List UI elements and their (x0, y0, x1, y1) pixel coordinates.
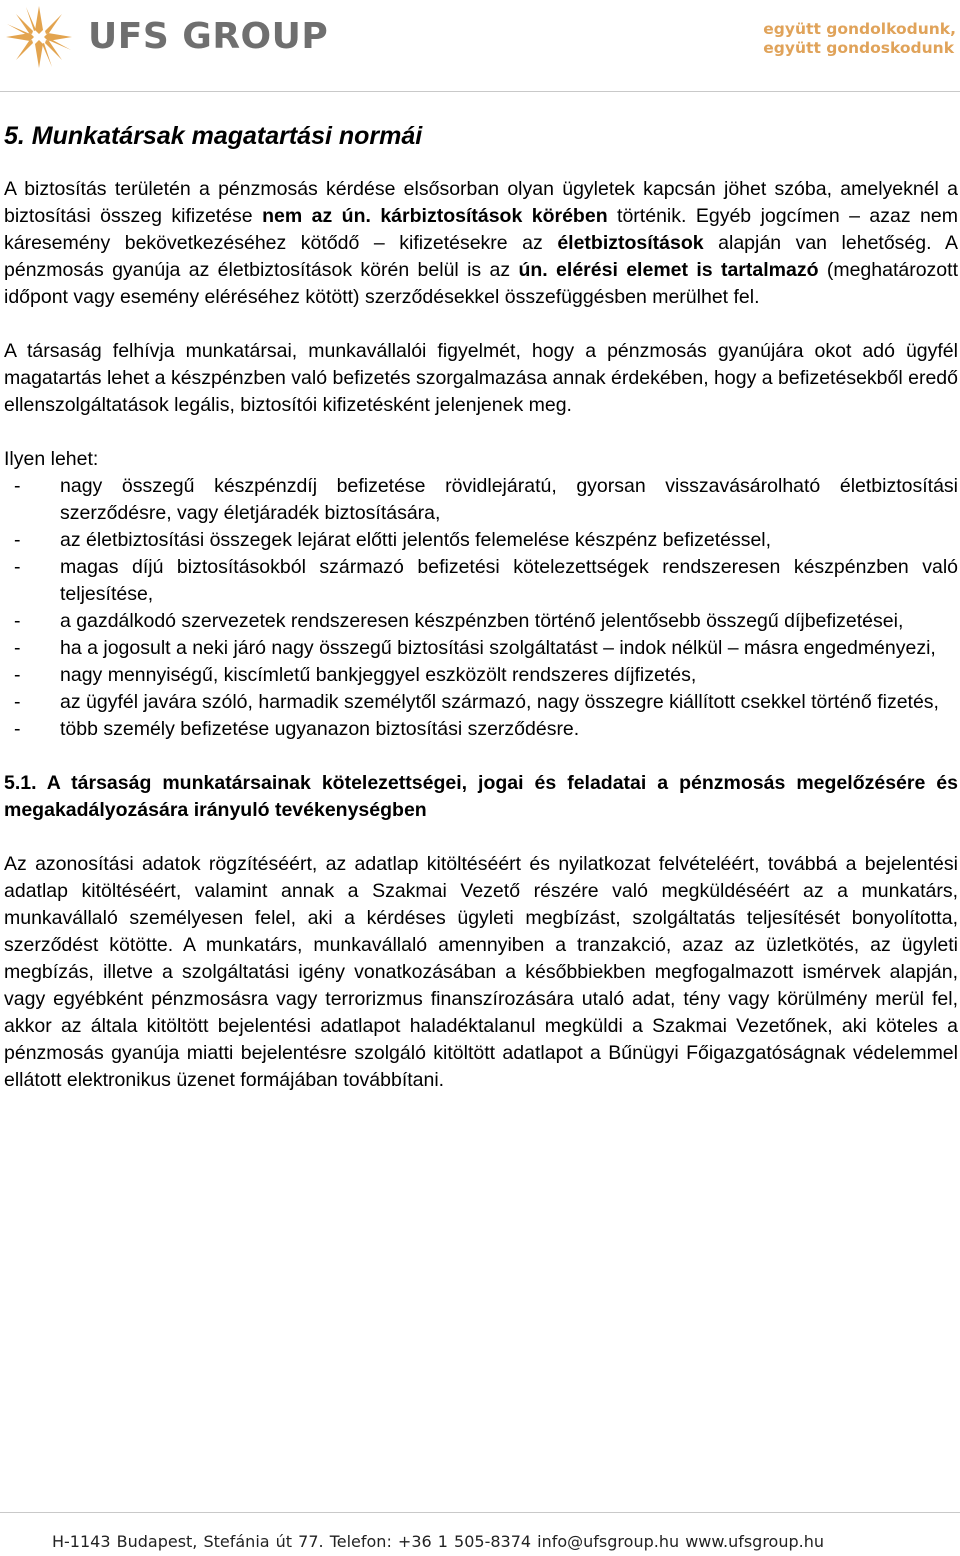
logo-text: UFS GROUP (88, 16, 329, 57)
list-intro: Ilyen lehet: (4, 448, 99, 470)
para1-text-3: alapján van lehetőség. A pénzmosás gyanúja az életbiztosítások körén belül is az (4, 232, 958, 281)
footer-divider (0, 1512, 960, 1513)
para1-bold-1: nem az ún. kárbiztosítások körében (262, 205, 608, 227)
page-footer (0, 1502, 960, 1556)
slogan (763, 20, 956, 58)
list-item: - az ügyfél javára szóló, harmadik személytől származó, nagy összegre kiállított csekkel történő fizetés, (4, 689, 958, 716)
list-item: - az életbiztosítási összegek lejárat előtti jelentős felemelése készpénz befizetéssel, (4, 527, 958, 554)
footer-contact: H-1143 Budapest, Stefánia út 77. Telefon: +36 1 505-8374 info@ufsgroup.hu www.ufsgroup.hu (52, 1532, 825, 1551)
para1-text-1: A biztosítás területén a pénzmosás kérdése elsősorban olyan ügyletek kapcsán jöhet szóba, amelyeknél a biztosítási összeg kifizetése (4, 178, 958, 227)
slogan-line-1: együtt gondolkodunk, (763, 20, 956, 38)
header-divider (0, 91, 960, 92)
ufs-logo (4, 4, 329, 70)
list-item: - nagy összegű készpénzdíj befizetése rövidlejáratú, gyorsan visszavásárolható életbiztosítási szerződésre, vagy életjáradék biztosítására, (4, 473, 958, 527)
slogan-line-2: együtt gondoskodunk (763, 39, 955, 57)
list-item: - nagy mennyiségű, kiscímletű bankjeggyel eszközölt rendszeres díjfizetés, (4, 662, 958, 689)
para1-text-2: történik. Egyéb jogcímen – azaz nem káresemény bekövetkezéséhez kötődő – kifizetésekre az (4, 205, 958, 254)
list-item: - a gazdálkodó szervezetek rendszeresen készpénzben történő jelentősebb összegű díjbefizetései, (4, 608, 958, 635)
para1-text-4: (meghatározott időpont vagy esemény eléréséhez kötött) szerződésekkel összefüggésben merülhet fel. (4, 259, 958, 308)
paragraph-responsibilities: Az azonosítási adatok rögzítéséért, az adatlap kitöltéséért és nyilatkozat felvételéért, továbbá a bejelentési adatlap kitöltéséért, valamint annak a Szakmai Vezető részére való megküldéséért az a munkatárs, munkavállaló személyesen felel, aki a kérdéses ügyleti megbízást, szolgáltatás teljesítését bonyolította, szerződést kötötte. A munkatárs, munkavállaló amennyiben a tranzakció, azaz az üzletkötés, az ügyleti megbízás, illetve a szolgáltatási igény vonatkozásában a későbbiekben megfogalmazott ismérvek alapján, vagy egyébként pénzmosásra vagy terrorizmus finanszírozására utaló adat, tény vagy körülmény merül fel, akkor az általa kitöltött bejelentési adatlapot haladéktalanul megküldi a Szakmai Vezetőnek, aki köteles a pénzmosás gyanúja miatti bejelentésre szolgáló kitöltött adatlapot a Bűnügyi Főigazgatóságnak védelemmel ellátott elektronikus üzenet formájában továbbítani. (4, 853, 958, 1091)
document-body (4, 120, 958, 1094)
section-title: 5. Munkatársak magatartási normái (4, 122, 423, 150)
para1-bold-2: életbiztosítások (557, 232, 704, 254)
subsection-title: 5.1. A társaság munkatársainak kötelezettségei, jogai és feladatai a pénzmosás megelőzésére és megakadályozására irányuló tevékenységben (4, 772, 958, 821)
paragraph-company-notice: A társaság felhívja munkatársai, munkavállalói figyelmét, hogy a pénzmosás gyanújára okot adó ügyfél magatartás lehet a készpénzben való befizetés szorgalmazása annak érdekében, hogy a befizetésekből eredő ellenszolgáltatások legális, biztosítói kifizetésként jelenjenek meg. (4, 340, 958, 416)
list-item: - több személy befizetése ugyanazon biztosítási szerződésre. (4, 716, 958, 743)
page-header (0, 0, 960, 80)
para1-bold-3: ún. elérési elemet is tartalmazó (518, 259, 819, 281)
paragraph-intro (4, 176, 958, 311)
star-burst-icon (4, 4, 74, 70)
list-item: - ha a jogosult a neki járó nagy összegű biztosítási szolgáltatást – indok nélkül – másra engedményezi, (4, 635, 958, 662)
list-item: - magas díjú biztosításokból származó befizetési kötelezettségek rendszeresen készpénzben való teljesítése, (4, 554, 958, 608)
risk-behavior-list (4, 473, 958, 743)
